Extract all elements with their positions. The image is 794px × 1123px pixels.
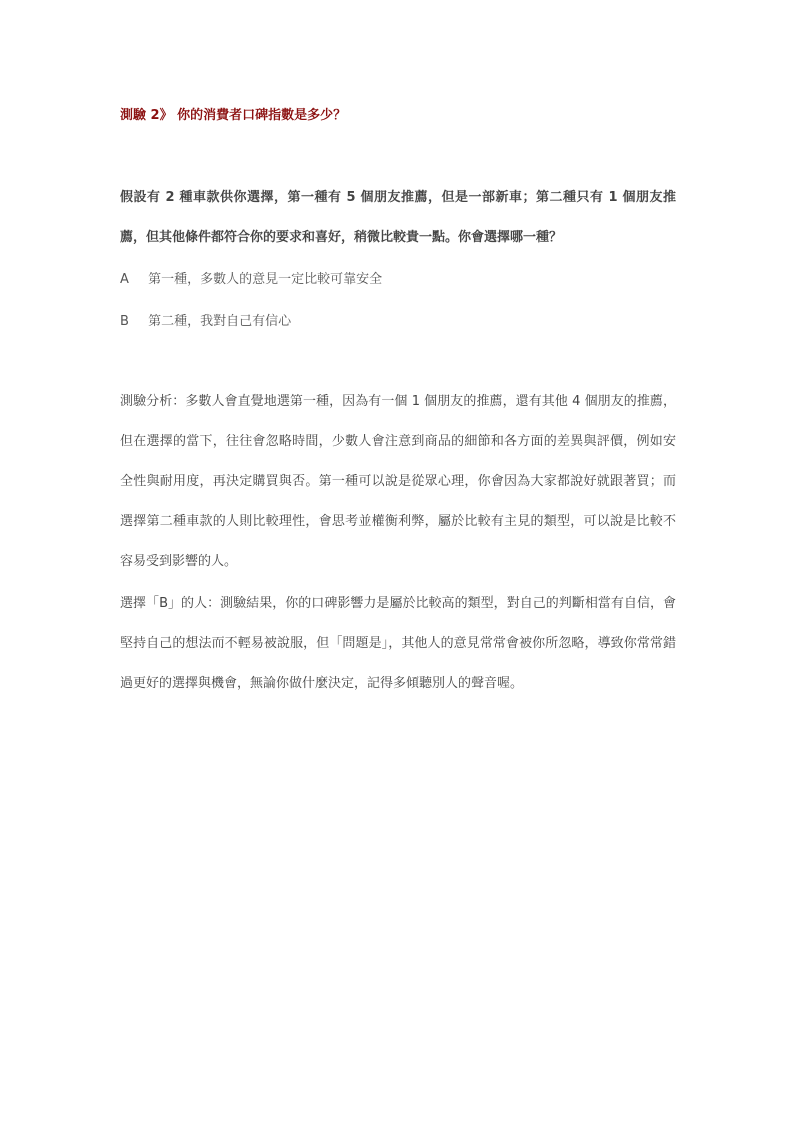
question-body: 假設有 2 種車款供你選擇，第一種有 5 個朋友推薦，但是一部新車；第二種只有 1 個朋友推薦，但其他條件都符合你的要求和喜好，稍微比較貴一點。你會選擇哪一種？: [120, 190, 676, 245]
option-b-letter: B: [120, 314, 129, 329]
option-a: [120, 270, 676, 290]
option-b-text: 第二種，我對自己有信心: [148, 314, 292, 329]
option-a-text: 第一種，多數人的意見一定比較可靠安全: [148, 272, 383, 287]
question-title: 測驗 2》 你的消費者口碑指數是多少？: [120, 108, 347, 123]
option-b: [120, 312, 676, 332]
analysis-paragraph: 測驗分析：多數人會直覺地選第一種，因為有一個 1 個朋友的推薦，還有其他 4 個朋友的推薦，但在選擇的當下，往往會忽略時間，少數人會注意到商品的細節和各方面的差異與評價，例如安全性與耐用度，再決定購買與否。第一種可以說是從眾心理，你會因為大家都說好就跟著買；而選擇第二種車款的人則比較理性，會思考並權衡利弊，屬於比較有主見的類型，可以說是比較不容易受到影響的人。: [120, 394, 676, 569]
option-a-letter: A: [120, 272, 129, 287]
conclusion-paragraph: 選擇「B」的人：測驗結果，你的口碑影響力是屬於比較高的類型，對自己的判斷相當有自信，會堅持自己的想法而不輕易被說服，但「問題是」，其他人的意見常常會被你所忽略，導致你常常錯過更好的選擇與機會，無論你做什麼決定，記得多傾聽別人的聲音喔。: [120, 596, 676, 691]
